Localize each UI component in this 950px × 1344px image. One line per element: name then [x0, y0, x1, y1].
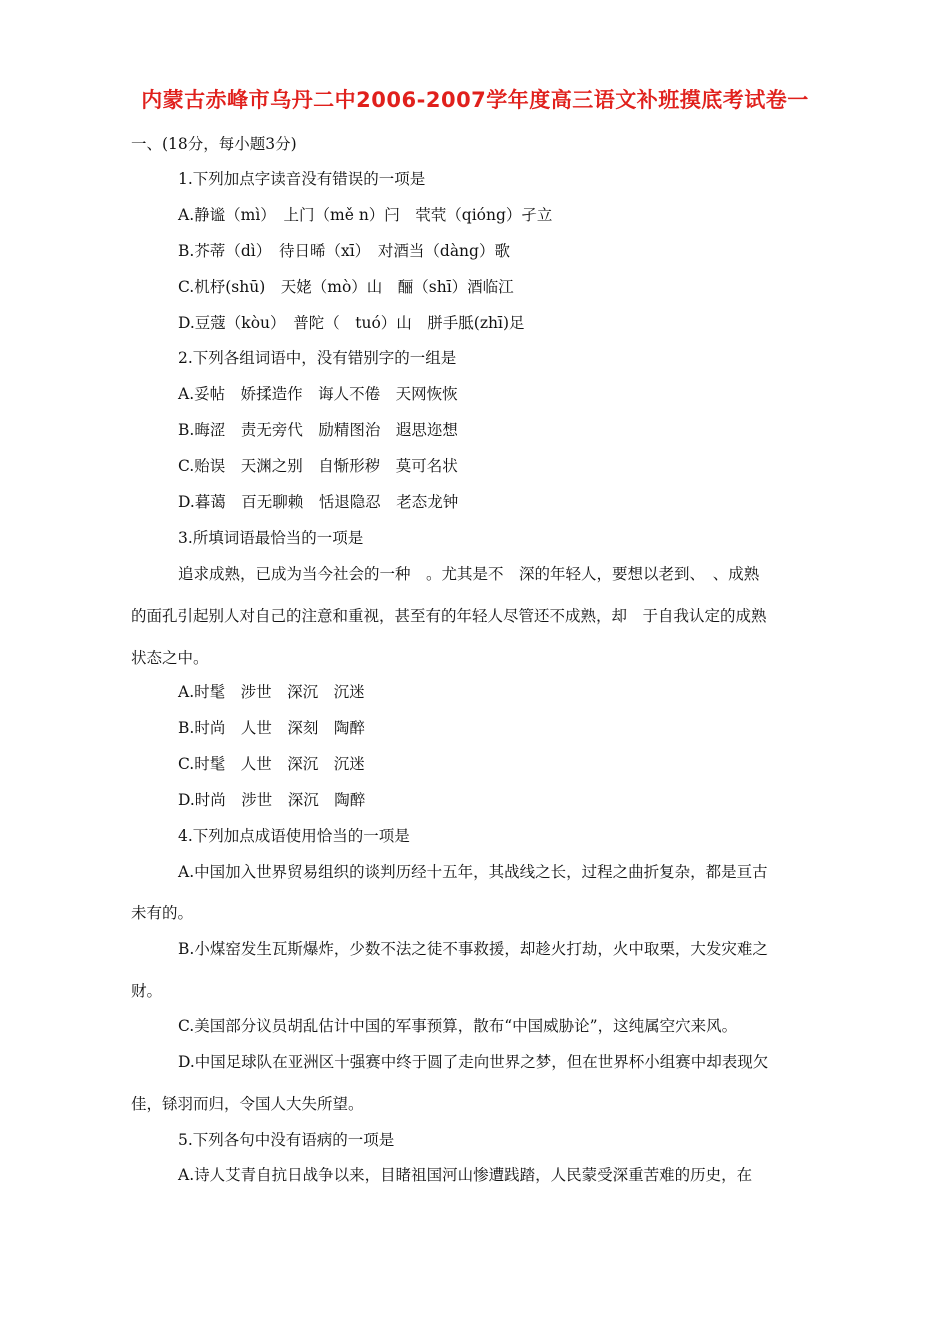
question-2-option-c: C.贻误 天渊之别 自惭形秽 莫可名状 — [178, 457, 458, 475]
question-4-option-b-line-2: 财。 — [131, 982, 163, 1000]
question-4-option-c: C.美国部分议员胡乱估计中国的军事预算，散布“中国威胁论”，这纯属空穴来风。 — [178, 1017, 738, 1035]
question-2-option-b: B.晦涩 责无旁代 励精图治 遐思迩想 — [178, 421, 458, 439]
question-4-stem: 4.下列加点成语使用恰当的一项是 — [178, 827, 410, 845]
question-4-option-d-line-2: 佳，铩羽而归，令国人大失所望。 — [131, 1095, 364, 1113]
question-4-option-d-line-1: D.中国足球队在亚洲区十强赛中终于圆了走向世界之梦，但在世界杯小组赛中却表现欠 — [178, 1053, 769, 1071]
question-2-stem: 2.下列各组词语中，没有错别字的一组是 — [178, 349, 457, 367]
question-3-option-a: A.时髦 涉世 深沉 沉迷 — [178, 683, 365, 701]
question-1-option-a: A.静谧（mì） 上门（mě n）闩 茕茕（qióng）孑立 — [178, 206, 553, 224]
question-4-option-a-line-2: 未有的。 — [131, 904, 194, 922]
question-3-passage-line-1: 追求成熟，已成为当今社会的一种 。尤其是不 深的年轻人，要想以老到、 、成熟 — [178, 565, 760, 583]
question-1-option-d: D.豆蔻（kòu） 普陀（ tuó）山 胼手胝(zhī)足 — [178, 314, 525, 332]
section-heading: 一、(18分，每小题3分) — [131, 135, 297, 153]
question-3-stem: 3.所填词语最恰当的一项是 — [178, 529, 364, 547]
question-4-option-a-line-1: A.中国加入世界贸易组织的谈判历经十五年，其战线之长，过程之曲折复杂，都是亘古 — [178, 863, 768, 881]
question-3-option-d: D.时尚 涉世 深沉 陶醉 — [178, 791, 366, 809]
question-3-option-b: B.时尚 人世 深刻 陶醉 — [178, 719, 365, 737]
question-3-passage-line-3: 状态之中。 — [131, 649, 209, 667]
question-2-option-d: D.暮蔼 百无聊赖 恬退隐忍 老态龙钟 — [178, 493, 459, 511]
question-1-stem: 1.下列加点字读音没有错误的一项是 — [178, 170, 426, 188]
question-5-stem: 5.下列各句中没有语病的一项是 — [178, 1131, 395, 1149]
question-3-passage-line-2: 的面孔引起别人对自己的注意和重视，甚至有的年轻人尽管还不成熟，却 于自我认定的成熟 — [131, 607, 767, 625]
question-3-option-c: C.时髦 人世 深沉 沉迷 — [178, 755, 365, 773]
question-5-option-a-line-1: A.诗人艾青自抗日战争以来，目睹祖国河山惨遭践踏，人民蒙受深重苦难的历史，在 — [178, 1166, 753, 1184]
question-4-option-b-line-1: B.小煤窑发生瓦斯爆炸，少数不法之徒不事救援，却趁火打劫，火中取栗，大发灾难之 — [178, 940, 768, 958]
question-1-option-c: C.机杼(shū) 天姥（mò）山 酾（shī）酒临江 — [178, 278, 514, 296]
document-title: 内蒙古赤峰市乌丹二中2006-2007学年度高三语文补班摸底考试卷一 — [141, 88, 809, 112]
question-1-option-b: B.芥蒂（dì） 待日晞（xī） 对酒当（dàng）歌 — [178, 242, 510, 260]
question-2-option-a: A.妥帖 娇揉造作 诲人不倦 天网恢恢 — [178, 385, 458, 403]
